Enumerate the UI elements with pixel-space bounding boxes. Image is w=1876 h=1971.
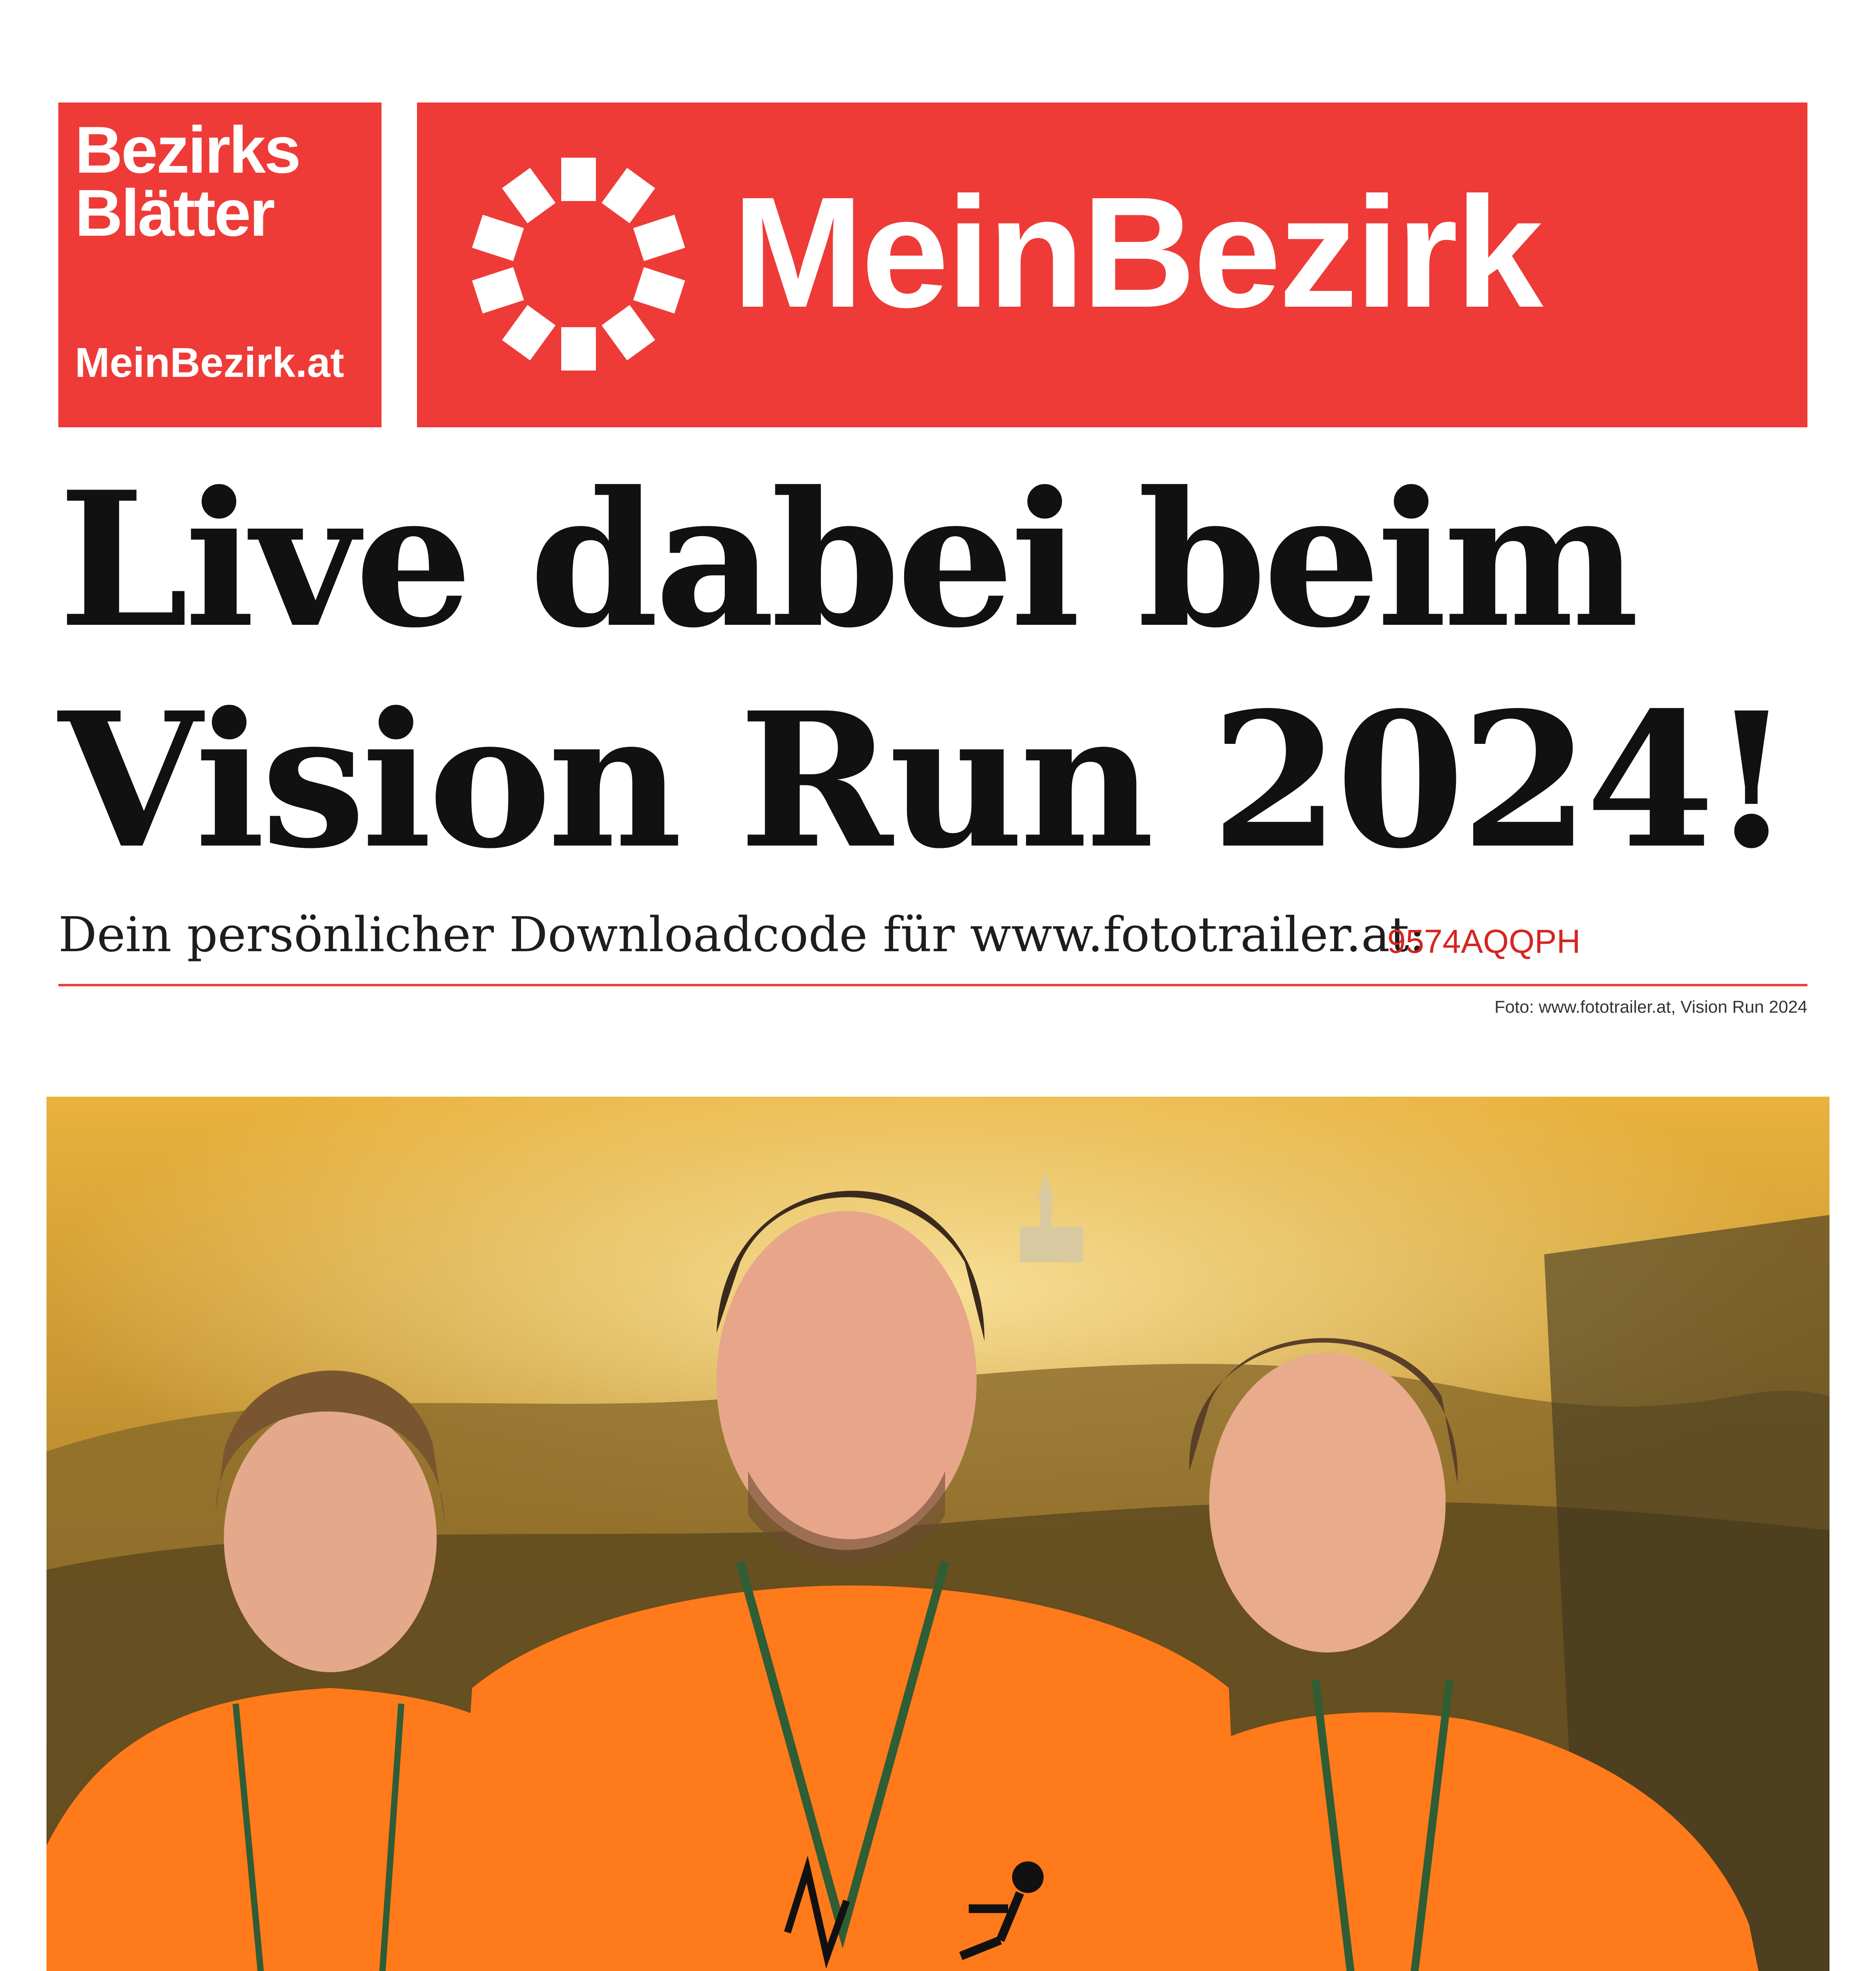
download-code: 9574AQQPH — [1387, 923, 1581, 960]
bezirksblaetter-logo — [58, 102, 382, 427]
headline-line-1: Live dabei beim — [58, 451, 1636, 669]
download-label: Dein persönlicher Downloadcode für www.fototrailer.at: — [58, 907, 1426, 963]
runners-photo-illustration — [47, 1097, 1829, 1971]
meinbezirk-wordmark: MeinBezirk — [732, 164, 1541, 340]
sun-ring-icon — [460, 146, 697, 382]
photo-credit: Foto: www.fototrailer.at, Vision Run 2024 — [1494, 997, 1807, 1017]
event-photo — [47, 1097, 1829, 1971]
divider-rule — [58, 984, 1807, 986]
headline — [58, 449, 1816, 891]
meinbezirk-logo — [417, 102, 1807, 427]
logo-line-2: Blätter — [75, 176, 274, 250]
logo-line-1: Bezirks — [75, 113, 300, 187]
logo-url: MeinBezirk.at — [75, 339, 344, 386]
headline-line-2: Vision Run 2024! — [58, 672, 1788, 889]
